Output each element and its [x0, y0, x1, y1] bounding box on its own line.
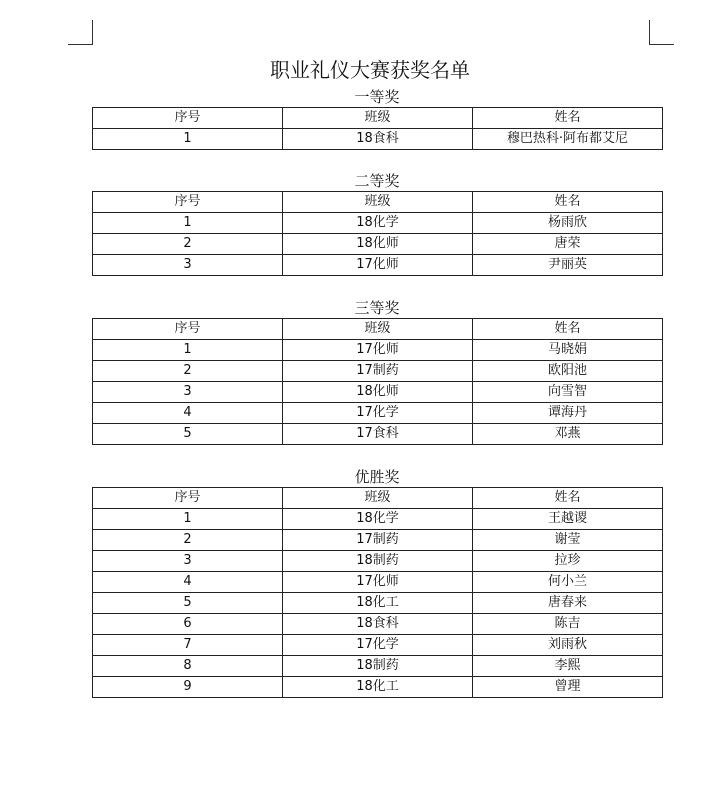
cell-name: 向雪智 [473, 382, 663, 403]
cell-name: 欧阳池 [473, 361, 663, 382]
cell-name: 刘雨秋 [473, 635, 663, 656]
table-row [93, 635, 663, 656]
cell-class: 17制药 [283, 361, 473, 382]
cell-name: 尹丽英 [473, 255, 663, 276]
cell-name: 穆巴热科·阿布都艾尼 [473, 129, 663, 150]
cell-index: 1 [93, 340, 283, 361]
cell-index: 5 [93, 593, 283, 614]
table-row [93, 213, 663, 234]
cell-class: 18食科 [283, 614, 473, 635]
section-title: 优胜奖 [354, 468, 400, 486]
award-table [92, 191, 663, 276]
cell-name: 拉珍 [473, 551, 663, 572]
table-row [93, 551, 663, 572]
table-row [93, 255, 663, 276]
section-title: 三等奖 [354, 299, 400, 317]
crop-mark-top-right [649, 20, 674, 45]
header-index: 序号 [93, 192, 283, 213]
cell-name: 唐春来 [473, 593, 663, 614]
cell-index: 7 [93, 635, 283, 656]
table-row [93, 530, 663, 551]
table-header-row [93, 488, 663, 509]
table-row [93, 234, 663, 255]
cell-index: 1 [93, 129, 283, 150]
cell-class: 18化学 [283, 213, 473, 234]
table-header-row [93, 192, 663, 213]
cell-index: 5 [93, 424, 283, 445]
award-table [92, 107, 663, 150]
section-third-prize [92, 298, 662, 445]
table-row [93, 382, 663, 403]
cell-class: 18化师 [283, 382, 473, 403]
cell-class: 18化学 [283, 509, 473, 530]
section-merit-prize [92, 467, 662, 698]
table-row [93, 509, 663, 530]
header-class: 班级 [283, 192, 473, 213]
header-name: 姓名 [473, 319, 663, 340]
cell-class: 17化师 [283, 255, 473, 276]
table-row [93, 572, 663, 593]
section-title: 一等奖 [354, 88, 400, 106]
table-row [93, 677, 663, 698]
award-table [92, 318, 663, 445]
header-name: 姓名 [473, 108, 663, 129]
table-row [93, 593, 663, 614]
document-title: 职业礼仪大赛获奖名单 [270, 58, 470, 82]
header-class: 班级 [283, 108, 473, 129]
cell-index: 1 [93, 509, 283, 530]
cell-index: 4 [93, 403, 283, 424]
cell-name: 何小兰 [473, 572, 663, 593]
table-row [93, 424, 663, 445]
header-index: 序号 [93, 108, 283, 129]
cell-index: 1 [93, 213, 283, 234]
cell-index: 2 [93, 234, 283, 255]
cell-class: 18化师 [283, 234, 473, 255]
cell-class: 17化师 [283, 572, 473, 593]
cell-name: 王越谡 [473, 509, 663, 530]
cell-name: 谭海丹 [473, 403, 663, 424]
section-second-prize [92, 171, 662, 276]
table-header-row [93, 108, 663, 129]
table-header-row [93, 319, 663, 340]
cell-index: 3 [93, 551, 283, 572]
cell-index: 2 [93, 361, 283, 382]
header-name: 姓名 [473, 488, 663, 509]
table-row [93, 656, 663, 677]
header-class: 班级 [283, 319, 473, 340]
cell-class: 17制药 [283, 530, 473, 551]
cell-index: 2 [93, 530, 283, 551]
cell-class: 17化师 [283, 340, 473, 361]
cell-name: 陈吉 [473, 614, 663, 635]
cell-class: 17化学 [283, 403, 473, 424]
table-row [93, 129, 663, 150]
cell-index: 4 [93, 572, 283, 593]
cell-class: 18食科 [283, 129, 473, 150]
crop-mark-top-left [68, 20, 93, 45]
table-row [93, 361, 663, 382]
cell-name: 李熙 [473, 656, 663, 677]
header-class: 班级 [283, 488, 473, 509]
section-title: 二等奖 [354, 172, 400, 190]
section-first-prize [92, 87, 662, 150]
header-index: 序号 [93, 319, 283, 340]
cell-index: 3 [93, 382, 283, 403]
cell-class: 18制药 [283, 656, 473, 677]
cell-index: 6 [93, 614, 283, 635]
cell-class: 18化工 [283, 677, 473, 698]
cell-class: 17化学 [283, 635, 473, 656]
cell-index: 3 [93, 255, 283, 276]
cell-name: 谢莹 [473, 530, 663, 551]
cell-index: 8 [93, 656, 283, 677]
cell-class: 18制药 [283, 551, 473, 572]
table-row [93, 403, 663, 424]
table-row [93, 614, 663, 635]
cell-index: 9 [93, 677, 283, 698]
cell-class: 17食科 [283, 424, 473, 445]
cell-name: 曾理 [473, 677, 663, 698]
table-row [93, 340, 663, 361]
cell-name: 唐荣 [473, 234, 663, 255]
cell-name: 马晓娟 [473, 340, 663, 361]
header-name: 姓名 [473, 192, 663, 213]
cell-name: 邓燕 [473, 424, 663, 445]
header-index: 序号 [93, 488, 283, 509]
cell-class: 18化工 [283, 593, 473, 614]
award-table [92, 487, 663, 698]
cell-name: 杨雨欣 [473, 213, 663, 234]
